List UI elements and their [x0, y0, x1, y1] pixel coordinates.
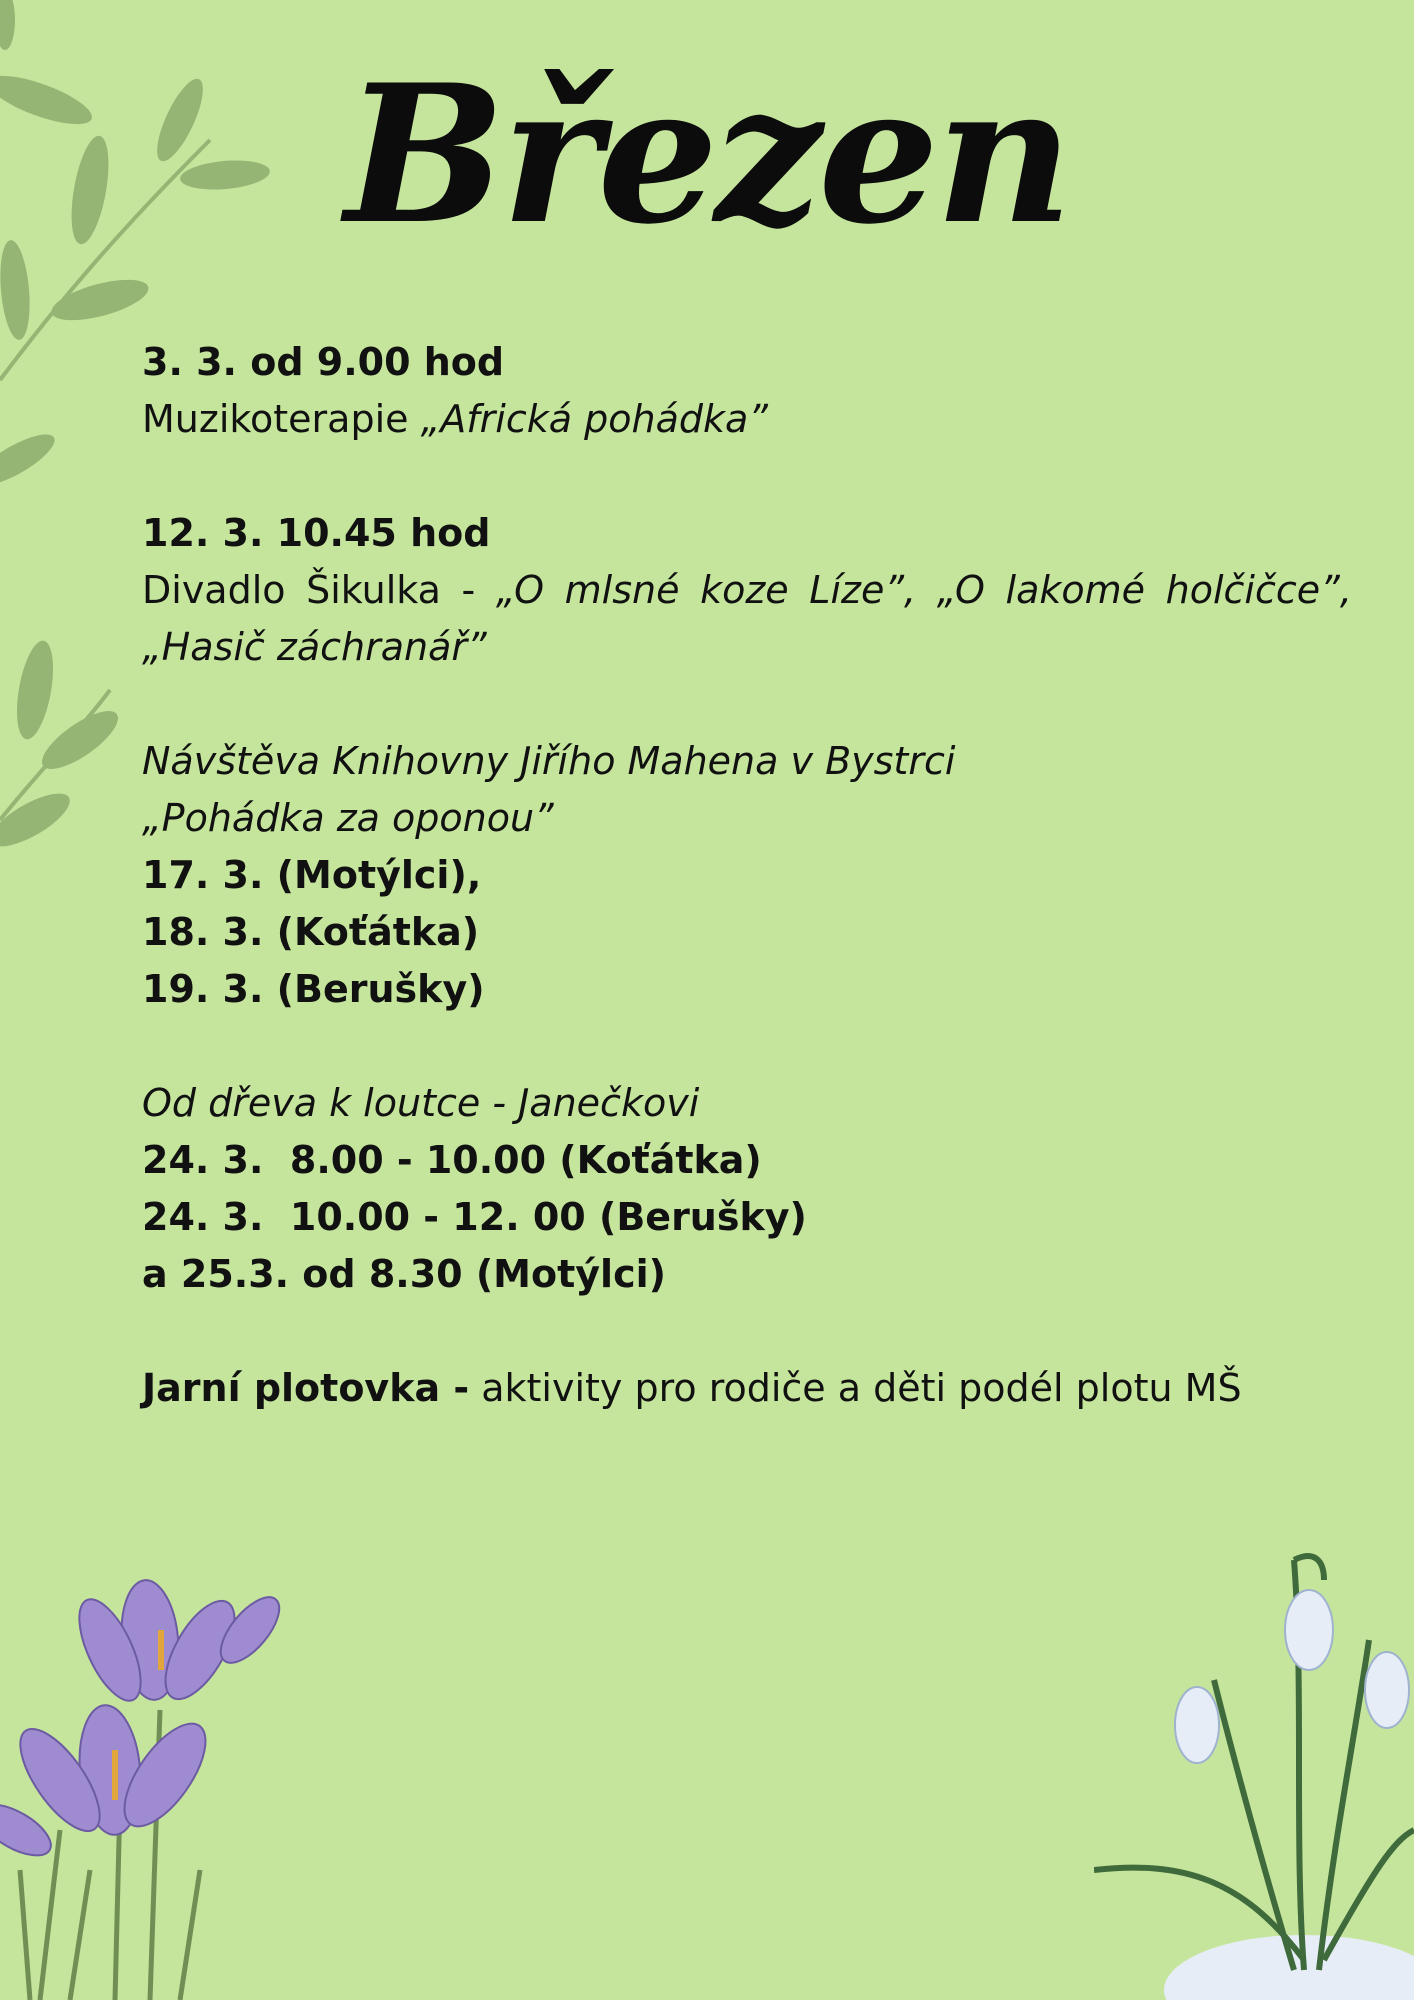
crocus-flowers-decoration	[0, 1570, 300, 2000]
event-description-line-2: „Hasič záchranář”	[142, 625, 487, 669]
leaf-branch-middle-decoration	[0, 620, 130, 860]
event-description: Jarní plotovka - aktivity pro rodiče a děti podél plotu MŠ	[142, 1366, 1242, 1410]
event-loutky	[142, 1075, 1352, 1303]
event-date: 12. 3. 10.45 hod	[142, 511, 491, 555]
event-divadlo	[142, 505, 1352, 676]
event-description-line-1: Divadlo Šikulka - „O mlsné koze Líze”, „O lakomé holčičce”,	[142, 568, 1352, 612]
event-title: Od dřeva k loutce - Janečkovi	[142, 1081, 700, 1125]
event-muzikoterapie	[142, 334, 1352, 448]
event-knihovna	[142, 733, 1352, 1018]
event-date: a 25.3. od 8.30 (Motýlci)	[142, 1252, 666, 1296]
event-plotovka	[142, 1360, 1352, 1417]
event-date: 24. 3. 10.00 - 12. 00 (Berušky)	[142, 1195, 807, 1239]
event-list	[142, 334, 1352, 1417]
snowdrop-flowers-decoration	[1094, 1540, 1414, 2000]
event-title: Návštěva Knihovny Jiřího Mahena v Bystrci	[142, 739, 956, 783]
page-title: Březen	[344, 43, 1070, 266]
event-date: 19. 3. (Berušky)	[142, 967, 485, 1011]
event-date: 18. 3. (Koťátka)	[142, 910, 480, 954]
event-date: 24. 3. 8.00 - 10.00 (Koťátka)	[142, 1138, 762, 1182]
event-subtitle: „Pohádka za oponou”	[142, 796, 554, 840]
event-description: Muzikoterapie „Africká pohádka”	[142, 397, 768, 441]
event-date: 3. 3. od 9.00 hod	[142, 340, 505, 384]
event-date: 17. 3. (Motýlci),	[142, 853, 482, 897]
